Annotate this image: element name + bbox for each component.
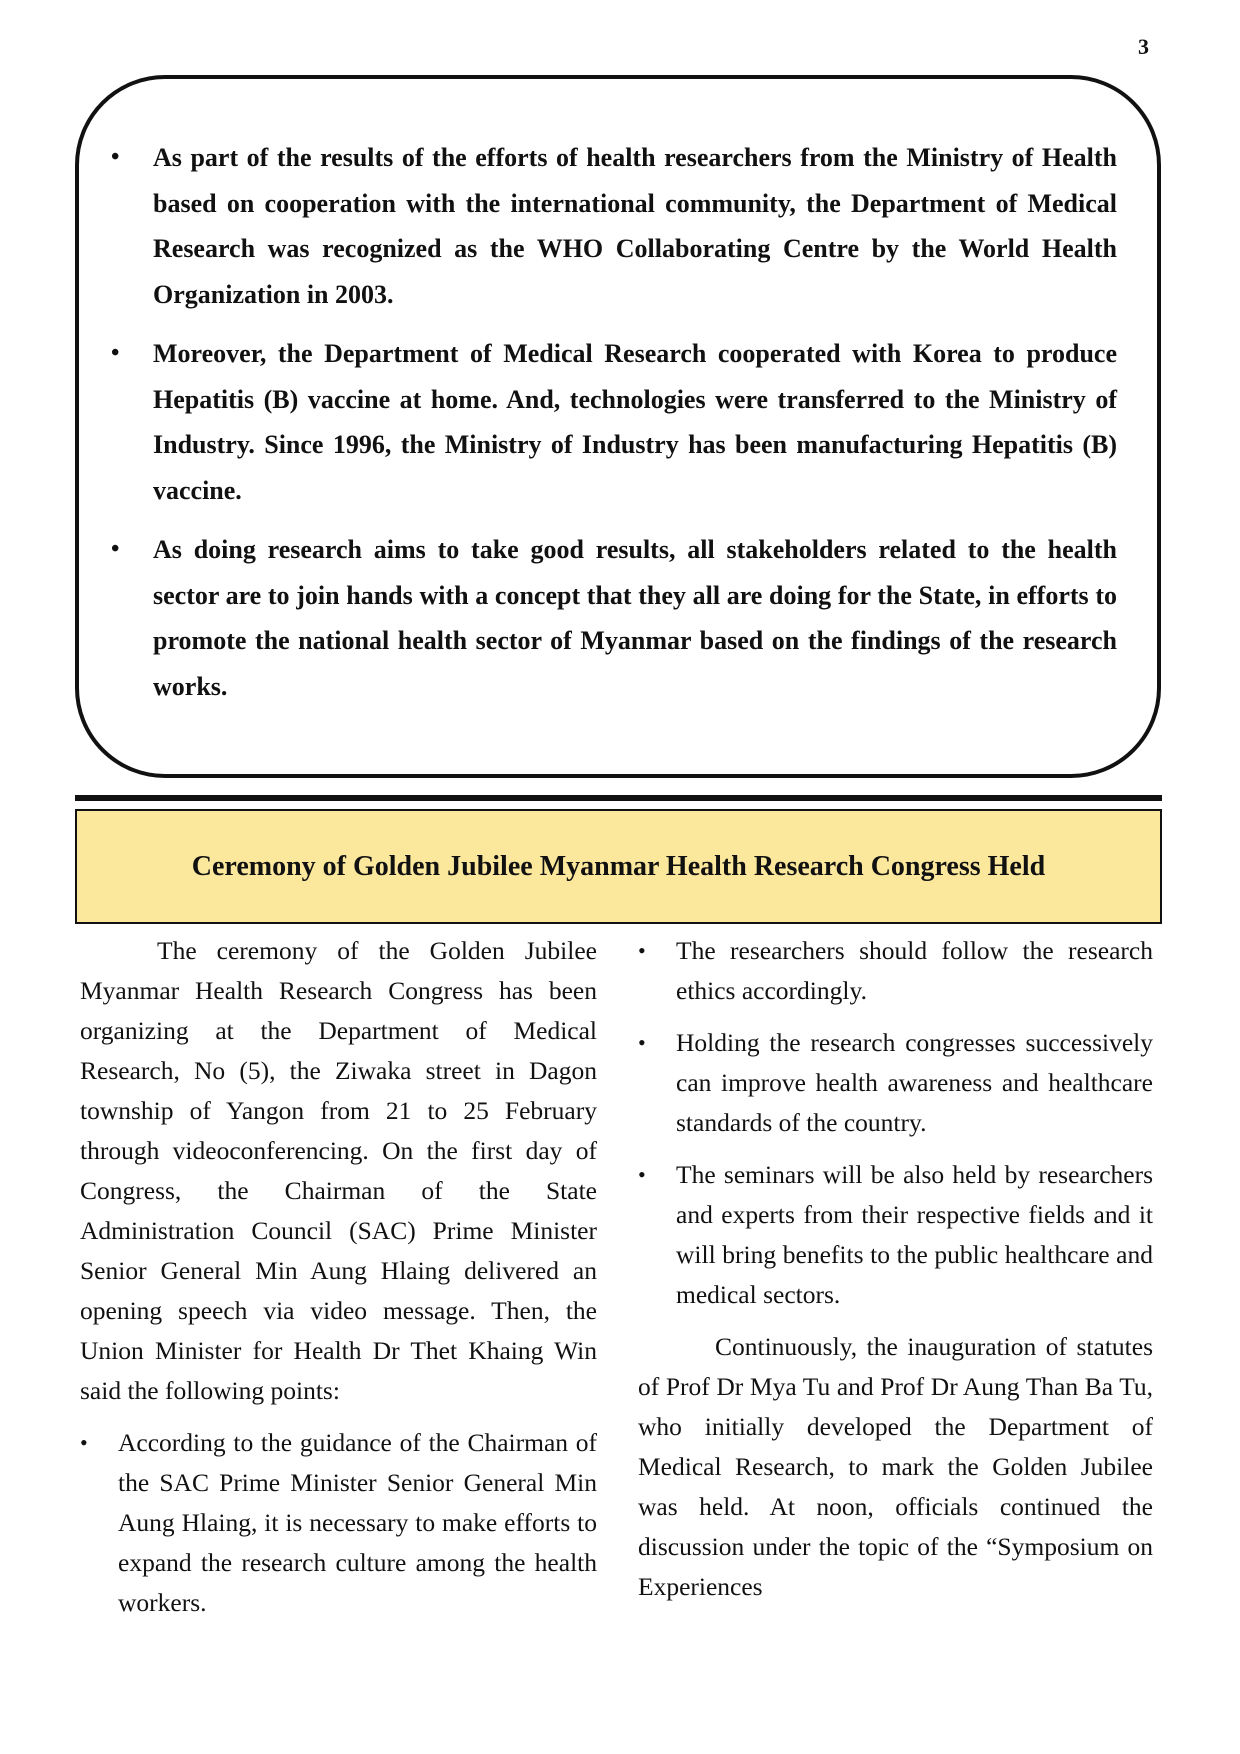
article-continuation-paragraph: Continuously, the inauguration of statutes of Prof Dr Mya Tu and Prof Dr Aung Than Ba Tu, who initially developed the Department of Medical Research, to mark the Golden Jubilee was held. At noon, officials continued the discussion under the topic of the “Symposium on Experiences bbox=[638, 1332, 1153, 1601]
article-bullet: • According to the guidance of the Chairman of the SAC Prime Minister Senior General Min Aung Hlaing, it is necessary to make efforts to expand the research culture among the health workers. bbox=[80, 1423, 597, 1623]
highlight-bullet: • Moreover, the Department of Medical Research cooperated with Korea to produce Hepatitis (B) vaccine at home. And, technologies were transferred to the Ministry of Industry. Since 1996, the Ministry of Industry has been manufacturing Hepatitis (B) vaccine. bbox=[111, 331, 1117, 513]
article-intro-paragraph: The ceremony of the Golden Jubilee Myanmar Health Research Congress has been organizing at the Department of Medical Research, No (5), the Ziwaka street in Dagon township of Yangon from 21 to 25 February through videoconferencing. On the first day of Congress, the Chairman of the State Administration Council (SAC) Prime Minister Senior General Min Aung Hlaing delivered an opening speech via video message. Then, the Union Minister for Health Dr Thet Khaing Win said the following points: bbox=[80, 936, 597, 1405]
article-bullet: • Holding the research congresses successively can improve health awareness and healthcare standards of the country. bbox=[638, 1023, 1153, 1143]
highlight-bullet: • As part of the results of the efforts of health researchers from the Ministry of Health based on cooperation with the international community, the Department of Medical Research was recognized as the WHO Collaborating Centre by the World Health Organization in 2003. bbox=[111, 135, 1117, 317]
article-heading-box bbox=[75, 809, 1162, 924]
section-divider bbox=[75, 795, 1162, 801]
highlight-box bbox=[75, 75, 1161, 778]
highlight-bullet-list bbox=[111, 135, 1117, 709]
right-bullet-list bbox=[638, 931, 1153, 1315]
article-right-column bbox=[638, 931, 1153, 1607]
article-left-column bbox=[80, 931, 597, 1635]
article-heading: Ceremony of Golden Jubilee Myanmar Health Research Congress Held bbox=[191, 850, 1046, 882]
left-bullet-list bbox=[80, 1423, 597, 1623]
article-bullet: • The seminars will be also held by researchers and experts from their respective fields and it will bring benefits to the public healthcare and medical sectors. bbox=[638, 1155, 1153, 1315]
page-number: 3 bbox=[1138, 34, 1149, 59]
highlight-bullet: • As doing research aims to take good results, all stakeholders related to the health sector are to join hands with a concept that they all are doing for the State, in efforts to promote the national health sector of Myanmar based on the findings of the research works. bbox=[111, 527, 1117, 709]
article-bullet: • The researchers should follow the research ethics accordingly. bbox=[638, 931, 1153, 1011]
